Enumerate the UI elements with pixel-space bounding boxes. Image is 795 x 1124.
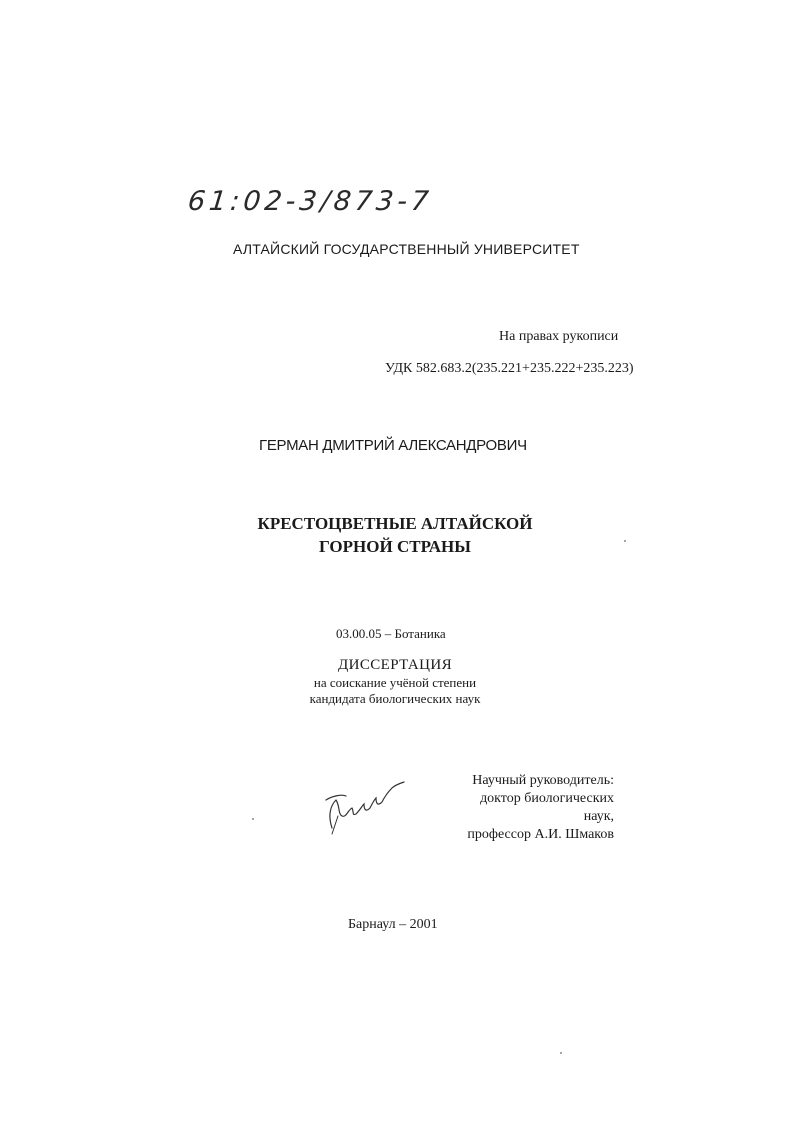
udc-code: УДК 582.683.2(235.221+235.222+235.223) — [385, 361, 634, 376]
author-name: ГЕРМАН ДМИТРИЙ АЛЕКСАНДРОВИЧ — [259, 437, 527, 454]
archive-number: 61:02-3/873-7 — [186, 186, 434, 217]
manuscript-rights-note: На правах рукописи — [499, 329, 619, 344]
supervisor-line-1: Научный руководитель: — [472, 773, 614, 788]
supervisor-info — [452, 772, 614, 844]
university-name: АЛТАЙСКИЙ ГОСУДАРСТВЕННЫЙ УНИВЕРСИТЕТ — [233, 241, 580, 257]
supervisor-line-2: доктор биологических наук, — [480, 791, 614, 824]
thesis-line-2: кандидата биологических наук — [309, 691, 481, 706]
scan-speck — [624, 540, 626, 542]
dissertation-title — [200, 512, 590, 558]
title-line-1: КРЕСТОЦВЕТНЫЕ АЛТАЙСКОЙ — [257, 514, 533, 533]
scan-speck — [560, 1052, 562, 1054]
handwritten-signature — [318, 766, 408, 836]
scan-speck — [252, 818, 254, 820]
title-line-2: ГОРНОЙ СТРАНЫ — [319, 537, 471, 556]
thesis-description — [290, 656, 500, 707]
supervisor-line-3: профессор А.И. Шмаков — [467, 827, 614, 842]
place-and-year: Барнаул – 2001 — [348, 917, 438, 932]
specialty-code: 03.00.05 – Ботаника — [336, 626, 446, 641]
thesis-heading: ДИССЕРТАЦИЯ — [337, 657, 453, 673]
thesis-line-1: на соискание учёной степени — [313, 675, 477, 690]
